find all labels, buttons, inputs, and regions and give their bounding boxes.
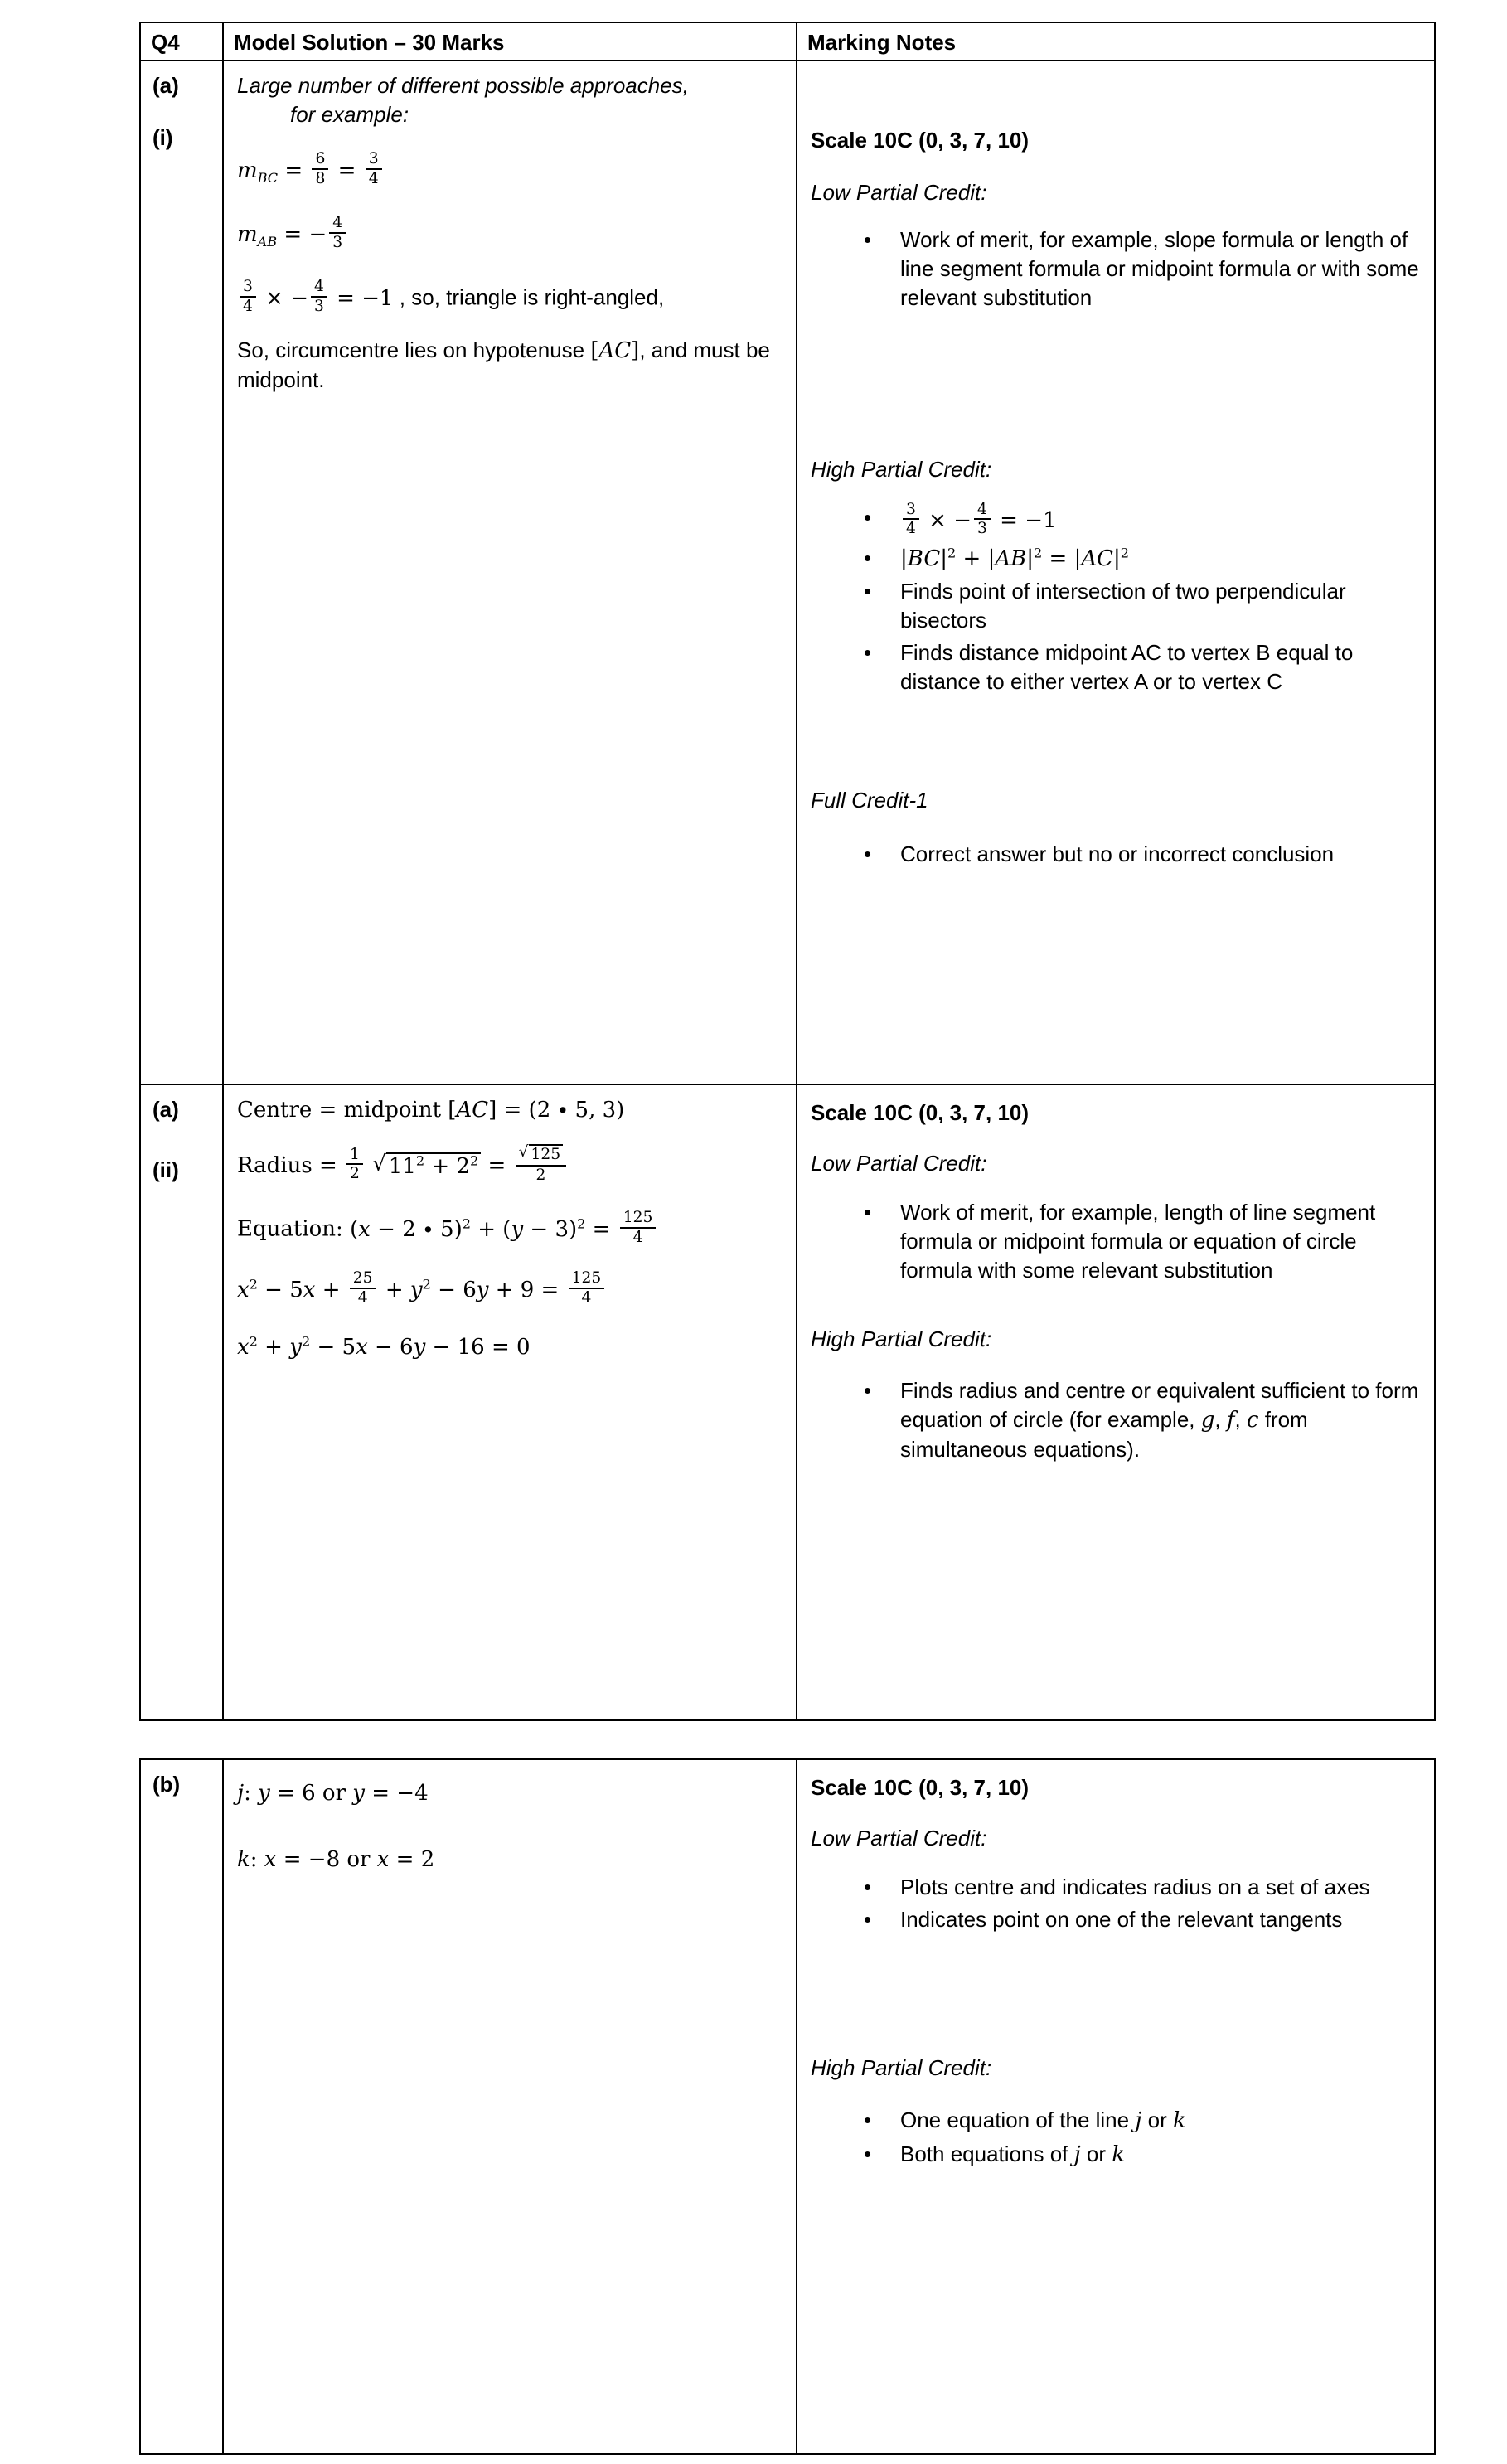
text-fragment: or bbox=[1080, 2141, 1112, 2166]
text-fragment: So, circumcentre lies on hypotenuse bbox=[237, 337, 591, 363]
fraction: $\frac{6}{8}$ bbox=[312, 150, 328, 187]
bullet-list bbox=[811, 1376, 1421, 1464]
content-line bbox=[237, 100, 783, 129]
math-fragment: $m_{AB}$ = − $\frac{4}{3}$ bbox=[237, 222, 348, 247]
spacer bbox=[811, 700, 1421, 786]
bullet-text bbox=[900, 2141, 1125, 2166]
content-line bbox=[237, 216, 783, 254]
fraction: $\frac{4}{3}$ bbox=[329, 214, 346, 251]
math-fragment: $x^2 - 5x$ + $\frac{25}{4}$ + $y^2 - 6y + 9$ = $\frac{125}{4}$ bbox=[237, 1278, 607, 1302]
table-header-row bbox=[141, 23, 1436, 61]
part-label: (i) bbox=[153, 125, 173, 151]
model-solution-cell bbox=[224, 1760, 797, 2455]
content-line bbox=[237, 1269, 783, 1309]
math-word-fragment: Equation: bbox=[237, 1216, 351, 1242]
spacer bbox=[811, 207, 1421, 222]
bullet-text bbox=[900, 1907, 1342, 1932]
bullet-icon: • bbox=[864, 639, 872, 665]
content-line bbox=[237, 150, 783, 190]
marking-table-part-b bbox=[139, 1758, 1436, 2455]
text-fragment: Scale 10C (0, 3, 7, 10) bbox=[811, 1775, 1030, 1800]
bullet-icon: • bbox=[864, 545, 872, 570]
math-fragment: c bbox=[1246, 1407, 1259, 1433]
bullet-item bbox=[811, 638, 1421, 696]
table-row-a-i bbox=[141, 61, 1436, 1085]
bullet-text bbox=[900, 227, 1419, 310]
fraction: $\frac{25}{4}$ bbox=[350, 1269, 376, 1307]
model-solution-cell bbox=[224, 61, 797, 1085]
square-root: √ 125 bbox=[519, 1144, 564, 1164]
math-fragment: k bbox=[1112, 2141, 1126, 2167]
part-label: (a) bbox=[153, 1097, 179, 1122]
bullet-icon: • bbox=[864, 1200, 872, 1225]
fraction: $\frac{3}{4}$ bbox=[903, 501, 919, 538]
text-fragment: Low Partial Credit: bbox=[811, 1826, 987, 1851]
marking-notes-cell bbox=[797, 61, 1436, 1085]
content-line bbox=[811, 2054, 1421, 2083]
marking-notes-cell bbox=[797, 1085, 1436, 1721]
bullet-icon: • bbox=[864, 1875, 872, 1900]
content-line bbox=[237, 1143, 783, 1186]
math-fragment: y = −4 bbox=[352, 1781, 429, 1806]
table-row-a-ii bbox=[141, 1085, 1436, 1721]
spacer bbox=[811, 1802, 1421, 1824]
bullet-icon: • bbox=[864, 504, 872, 530]
math-fragment: j bbox=[1135, 2108, 1142, 2134]
content-line bbox=[811, 178, 1421, 207]
content-line bbox=[811, 1824, 1421, 1853]
text-fragment: Finds radius and centre or equivalent sufficient to form equation of circle (for example, bbox=[900, 1377, 1419, 1432]
math-fragment: [AC] bbox=[590, 338, 640, 364]
spacer bbox=[811, 71, 1421, 126]
content-line bbox=[811, 1149, 1421, 1178]
math-word-fragment: or bbox=[315, 1781, 353, 1806]
math-word-fragment: Centre = midpoint bbox=[237, 1098, 448, 1123]
text-fragment: for example: bbox=[290, 102, 409, 128]
header-model-solution: Model Solution – 30 Marks bbox=[224, 23, 797, 61]
content-line bbox=[811, 1325, 1421, 1354]
part-label: (a) bbox=[153, 73, 179, 98]
text-fragment: Low Partial Credit: bbox=[811, 1151, 987, 1176]
text-fragment: Low Partial Credit: bbox=[811, 180, 987, 206]
bullet-icon: • bbox=[864, 842, 872, 867]
spacer bbox=[811, 1178, 1421, 1195]
bullet-item bbox=[811, 577, 1421, 635]
header-question-label: Q4 bbox=[141, 23, 224, 61]
text-fragment: , so, triangle is right-angled, bbox=[393, 284, 665, 310]
bullet-text bbox=[900, 546, 1129, 570]
bullet-text bbox=[900, 640, 1353, 694]
text-fragment: from simultaneous equations). bbox=[900, 1406, 1308, 1462]
text-fragment: High Partial Credit: bbox=[811, 1327, 992, 1352]
bullet-list bbox=[811, 2106, 1421, 2169]
fraction: $\frac{4}{3}$ bbox=[311, 278, 327, 315]
text-fragment: High Partial Credit: bbox=[811, 457, 992, 483]
math-fragment: $\frac{3}{4}$ × − $\frac{4}{3}$ = −1 bbox=[237, 286, 394, 311]
bullet-icon: • bbox=[864, 227, 872, 253]
bullet-list bbox=[811, 840, 1421, 869]
bullet-text bbox=[900, 1378, 1418, 1462]
content-line bbox=[237, 1778, 783, 1808]
question-part-cell bbox=[141, 61, 224, 1085]
spacer bbox=[811, 815, 1421, 837]
fraction: $\frac{125}{4}$ bbox=[569, 1269, 605, 1307]
content-line bbox=[237, 71, 783, 100]
bullet-list bbox=[811, 500, 1421, 697]
text-fragment: Finds distance midpoint AC to vertex B equal to distance to either vertex A or to vertex C bbox=[900, 639, 1354, 694]
text-fragment: Scale 10C (0, 3, 7, 10) bbox=[811, 1100, 1030, 1125]
content-line bbox=[811, 1773, 1421, 1802]
bullet-text bbox=[900, 1200, 1375, 1283]
text-fragment: Work of merit, for example, length of line segment formula or midpoint formula or equation of circle formula with some relevant substitution bbox=[900, 1200, 1376, 1283]
marking-table-part-a bbox=[139, 22, 1436, 1721]
content-line bbox=[811, 1099, 1421, 1128]
text-fragment: Scale 10C (0, 3, 7, 10) bbox=[811, 128, 1030, 153]
math-word-fragment: Radius = bbox=[237, 1153, 345, 1179]
math-fragment: $|BC|^2 + |AB|^2 = |AC|^2$ bbox=[900, 544, 1130, 571]
bullet-item bbox=[811, 1905, 1421, 1934]
text-fragment: , bbox=[1214, 1406, 1227, 1432]
question-part-cell bbox=[141, 1085, 224, 1721]
spacer bbox=[811, 485, 1421, 500]
text-fragment: Large number of different possible approaches, bbox=[237, 73, 689, 98]
question-part-cell bbox=[141, 1760, 224, 2455]
bullet-item bbox=[811, 2106, 1421, 2136]
header-marking-notes: Marking Notes bbox=[797, 23, 1436, 61]
bullet-icon: • bbox=[864, 1907, 872, 1933]
math-fragment: $x^2 + y^2 - 5x - 6y - 16 = 0$ bbox=[237, 1333, 531, 1361]
content-line bbox=[237, 1332, 783, 1362]
fraction: $\frac{1}{2}$ bbox=[346, 1146, 363, 1183]
content-line bbox=[811, 126, 1421, 155]
math-fragment: j: y = 6 bbox=[237, 1781, 316, 1806]
bullet-list bbox=[811, 1198, 1421, 1285]
bullet-icon: • bbox=[864, 1377, 872, 1403]
bullet-text bbox=[900, 2107, 1186, 2132]
spacer bbox=[811, 1128, 1421, 1149]
fraction: $\frac{125}{4}$ bbox=[620, 1209, 657, 1246]
square-root: √ $11^2 + 2^2$ bbox=[372, 1152, 481, 1180]
part-label: (b) bbox=[153, 1772, 181, 1797]
bullet-item bbox=[811, 1198, 1421, 1285]
spacer bbox=[811, 1355, 1421, 1373]
spacer bbox=[811, 155, 1421, 178]
spacer bbox=[811, 1938, 1421, 2054]
math-fragment: k bbox=[1172, 2108, 1186, 2134]
math-fragment: f bbox=[1226, 1407, 1235, 1433]
text-fragment: Finds point of intersection of two perpendicular bisectors bbox=[900, 578, 1346, 633]
bullet-icon: • bbox=[864, 578, 872, 604]
table-row-b bbox=[141, 1760, 1436, 2455]
text-fragment: Indicates point on one of the relevant tangents bbox=[900, 1907, 1343, 1933]
math-fragment: k: x = −8 bbox=[237, 1847, 341, 1873]
math-fragment: $\frac{1}{2}$ √ $11^2 + 2^2$ = √ 125 2 bbox=[344, 1153, 569, 1178]
spacer bbox=[811, 316, 1421, 455]
content-line bbox=[237, 1095, 783, 1125]
text-fragment: High Partial Credit: bbox=[811, 2055, 992, 2081]
bullet-text bbox=[900, 500, 1057, 538]
math-fragment: j bbox=[1073, 2141, 1081, 2167]
bullet-item bbox=[811, 500, 1421, 541]
bullet-item bbox=[811, 1376, 1421, 1464]
math-fragment: g bbox=[1200, 1407, 1215, 1433]
fraction: $\frac{3}{4}$ bbox=[240, 278, 256, 315]
fraction: $\frac{3}{4}$ bbox=[366, 150, 382, 187]
spacer bbox=[811, 2083, 1421, 2103]
spacer bbox=[811, 1853, 1421, 1870]
math-word-fragment: or bbox=[340, 1847, 377, 1873]
text-fragment: Correct answer but no or incorrect conclusion bbox=[900, 842, 1335, 867]
math-fragment: $(x - 2 \cdot 5)^2 + (y - 3)^2$ = $\frac{125}{4}$ bbox=[350, 1217, 658, 1242]
bullet-item bbox=[811, 544, 1421, 574]
content-line bbox=[237, 336, 783, 395]
content-line bbox=[237, 1845, 783, 1875]
bullet-icon: • bbox=[864, 2107, 872, 2133]
content-line bbox=[811, 786, 1421, 815]
bullet-item bbox=[811, 2140, 1421, 2170]
bullet-icon: • bbox=[864, 2141, 872, 2166]
text-fragment: Work of merit, for example, slope formula or length of line segment formula or midpoint formula or with some relevant substitution bbox=[900, 227, 1419, 311]
bullet-item bbox=[811, 1873, 1421, 1902]
bullet-item bbox=[811, 226, 1421, 313]
model-solution-cell bbox=[224, 1085, 797, 1721]
content-line bbox=[811, 455, 1421, 484]
bullet-list bbox=[811, 226, 1421, 313]
text-fragment: or bbox=[1141, 2107, 1173, 2133]
math-fragment: $\frac{3}{4}$ × − $\frac{4}{3}$ = −1 bbox=[900, 508, 1057, 533]
math-fragment: x = 2 bbox=[376, 1847, 435, 1873]
text-fragment: , bbox=[1234, 1406, 1247, 1432]
content-line bbox=[237, 1211, 783, 1249]
text-fragment: Full Credit-1 bbox=[811, 788, 928, 813]
fraction: $\frac{4}{3}$ bbox=[974, 501, 991, 538]
content-line bbox=[237, 280, 783, 318]
bullet-text bbox=[900, 1875, 1370, 1899]
bullet-text bbox=[900, 579, 1346, 633]
math-fragment: $m_{BC}$ = $\frac{6}{8}$ = $\frac{3}{4}$ bbox=[237, 158, 385, 183]
marking-notes-cell bbox=[797, 1760, 1436, 2455]
part-label: (ii) bbox=[153, 1157, 179, 1183]
math-fragment: [AC] = (2 ∙ 5, 3) bbox=[448, 1098, 625, 1123]
text-fragment: Both equations of bbox=[900, 2141, 1074, 2166]
fraction: √ 125 2 bbox=[516, 1144, 567, 1184]
text-fragment: , and must be midpoint. bbox=[237, 337, 770, 393]
bullet-text bbox=[900, 842, 1334, 866]
text-fragment: One equation of the line bbox=[900, 2107, 1136, 2133]
bullet-item bbox=[811, 840, 1421, 869]
bullet-list bbox=[811, 1873, 1421, 1934]
spacer bbox=[811, 1288, 1421, 1325]
text-fragment: Plots centre and indicates radius on a set of axes bbox=[900, 1875, 1370, 1900]
